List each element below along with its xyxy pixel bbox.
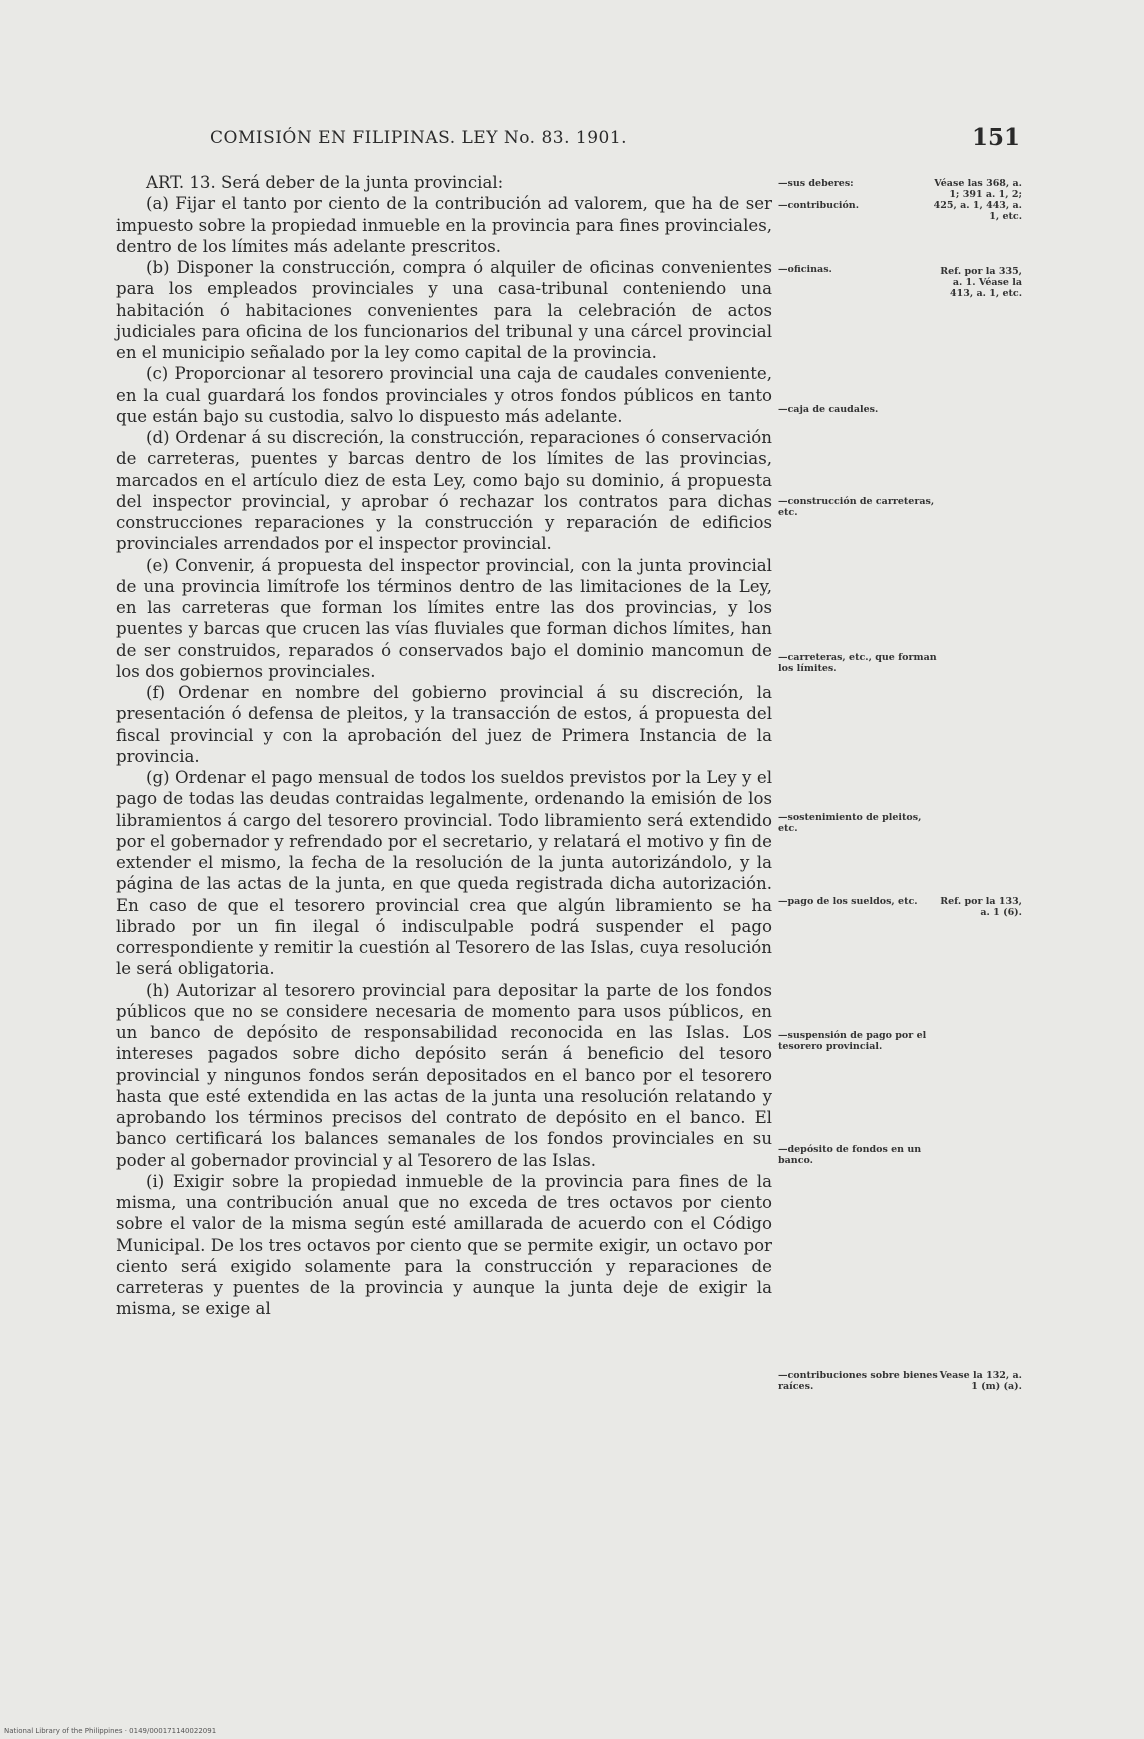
scan-credit: National Library of the Philippines · 0149/000171140022091 bbox=[4, 1727, 217, 1735]
margin-reference: Ref. por la 335, a. 1. Véase la 413, a. 1, etc. bbox=[940, 266, 1022, 299]
margin-reference: Véase las 368, a. 1; 391 a. 1, 2; 425, a. 1, 443, a. 1, etc. bbox=[933, 178, 1022, 222]
article-heading: ART. 13. Será deber de la junta provincial: bbox=[146, 173, 504, 192]
body-text bbox=[116, 172, 772, 1320]
margin-note: —carreteras, etc., que forman los límites. bbox=[778, 652, 937, 674]
margin-note: —suspensión de pago por el tesorero provincial. bbox=[778, 1030, 927, 1052]
margin-note: —caja de caudales. bbox=[778, 404, 879, 415]
margin-note: —oficinas. bbox=[778, 264, 832, 275]
margin-note: —depósito de fondos en un banco. bbox=[778, 1144, 922, 1166]
paragraph-c: (c) Proporcionar al tesorero provincial una caja de caudales conveniente, en la cual guardará los fondos provinciales y otros fondos públicos en tanto que están bajo su custodia, salvo lo dispuesto más adelante. bbox=[116, 364, 772, 426]
running-header bbox=[210, 124, 1030, 158]
margin-note: —sostenimiento de pleitos, etc. bbox=[778, 812, 922, 834]
paragraph-d: (d) Ordenar á su discreción, la construcción, reparaciones ó conservación de carreteras, puentes y barcas dentro de los límites de las provincias, marcados en el artículo diez de esta Ley, como bajo su dominio, á propuesta del inspector provincial, y aprobar ó rechazar los contratos para dichas construcciones reparaciones y la construcción y reparación de edificios provinciales arrendados por el inspector provincial. bbox=[116, 428, 772, 554]
margin-note: —contribución. bbox=[778, 200, 860, 211]
paragraph-b: (b) Disponer la construcción, compra ó alquiler de oficinas convenientes para los empleados provinciales y una casa-tribunal conteniendo una habitación ó habitaciones convenientes para la celebración de actos judiciales para oficina de los funcionarios del tribunal y una cárcel provincial en el municipio señalado por la ley como capital de la provincia. bbox=[116, 258, 772, 362]
page-number: 151 bbox=[971, 124, 1020, 151]
running-title: COMISIÓN EN FILIPINAS. LEY No. 83. 1901. bbox=[210, 128, 628, 148]
margin-reference: Vease la 132, a. 1 (m) (a). bbox=[939, 1370, 1022, 1392]
margin-note: —contribuciones sobre bienes raíces. bbox=[778, 1370, 938, 1392]
paragraph-i: (i) Exigir sobre la propiedad inmueble de la provincia para fines de la misma, una contribución anual que no exceda de tres octavos por ciento sobre el valor de la misma según esté amillarada de acuerdo con el Código Municipal. De los tres octavos por ciento que se permite exigir, un octavo por ciento será exigido solamente para la construcción y reparaciones de carreteras y puentes de la provincia y aunque la junta deje de exigir la misma, se exige al bbox=[116, 1171, 772, 1319]
paragraph-a: (a) Fijar el tanto por ciento de la contribución ad valorem, que ha de ser impuesto sobre la propiedad inmueble en la provincia para fines provinciales, dentro de los límites más adelante prescritos. bbox=[116, 194, 772, 256]
paragraph-f: (f) Ordenar en nombre del gobierno provincial á su discreción, la presentación ó defensa de pleitos, y la transacción de estos, á propuesta del fiscal provincial y con la aprobación del juez de Primera Instancia de la provincia. bbox=[116, 683, 772, 766]
margin-note: —pago de los sueldos, etc. bbox=[778, 896, 918, 907]
paragraph-h: (h) Autorizar al tesorero provincial para depositar la parte de los fondos públicos que no se considere necesaria de momento para usos públicos, en un banco de depósito de responsabilidad reconocida en las Islas. Los intereses pagados sobre dicho depósito serán á beneficio del tesoro provincial y ningunos fondos serán depositados en el banco por el tesorero hasta que esté extendida en las actas de la junta una resolución relatando y aprobando los términos precisos del contrato de depósito en el banco. El banco certificará los balances semanales de los fondos provinciales en su poder al gobernador provincial y al Tesorero de las Islas. bbox=[116, 980, 772, 1170]
margin-note: —construcción de carreteras, etc. bbox=[778, 496, 935, 518]
margin-note: —sus deberes: bbox=[778, 178, 854, 189]
paragraph-g: (g) Ordenar el pago mensual de todos los sueldos previstos por la Ley y el pago de todas las deudas contraidas legalmente, ordenando la emisión de los libramientos á cargo del tesorero provincial. Todo libramiento será extendido por el gobernador y refrendado por el secretario, y relatará el motivo y fin de extender el mismo, la fecha de la resolución de la junta autorizándolo, y la página de las actas de la junta, en que queda registrada dicha autorización. En caso de que el tesorero provincial crea que algún libramiento se ha librado por un fin ilegal ó indisculpable podrá suspender el pago correspondiente y remitir la cuestión al Tesorero de las Islas, cuya resolución le será obligatoria. bbox=[116, 768, 772, 979]
margin-reference: Ref. por la 133, a. 1 (6). bbox=[940, 896, 1022, 918]
paragraph-e: (e) Convenir, á propuesta del inspector provincial, con la junta provincial de una provincia limítrofe los términos dentro de las limitaciones de la Ley, en las carreteras que forman los límites entre las dos provincias, y los puentes y barcas que crucen las vías fluviales que forman dichos límites, han de ser construidos, reparados ó conservados bajo el dominio mancomun de los dos gobiernos provinciales. bbox=[116, 555, 772, 681]
